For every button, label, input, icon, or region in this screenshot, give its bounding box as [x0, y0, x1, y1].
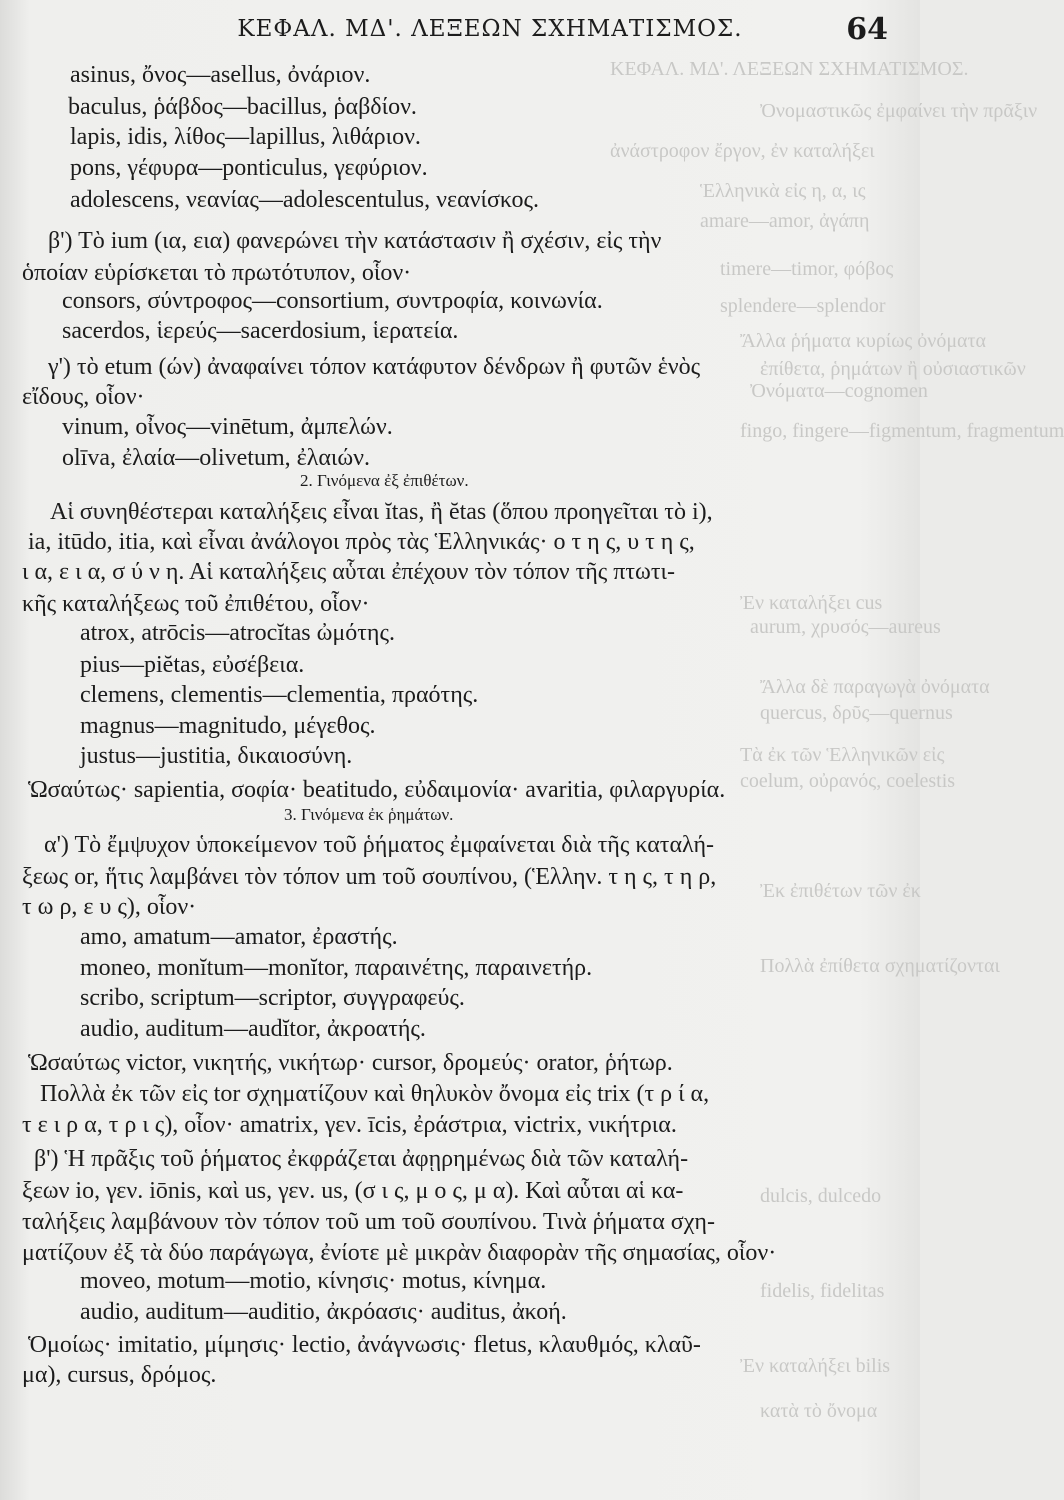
- text-line: ξεως or, ἥτις λαμβάνει τὸν τόπον um τοῦ σουπίνου, (Ἑλλην. τ η ς, τ η ρ,: [22, 864, 717, 890]
- text-line: lapis, idis, λίθος—lapillus, λιθάριον.: [70, 124, 421, 150]
- bleed-line: dulcis, dulcedo: [760, 1185, 882, 1207]
- bleed-line: Τὰ ἐκ τῶν Ἑλληνικῶν εἰς: [740, 744, 945, 766]
- text-line: ὁποίαν εὑρίσκεται τὸ πρωτότυπον, οἷον·: [22, 260, 412, 286]
- text-line: atrox, atrōcis—atrocĭtas ὠμότης.: [80, 620, 395, 646]
- text-line: γ') τὸ etum (ών) ἀναφαίνει τόπον κατάφυτον δένδρων ἢ φυτῶν ἑνὸς: [48, 354, 701, 380]
- text-line: ia, itūdo, itia, καὶ εἶναι ἀνάλογοι πρὸς τὰς Ἑλληνικάς· ο τ η ς, υ τ η ς,: [28, 529, 695, 555]
- text-line: moveo, motum—motio, κίνησις· motus, κίνημα.: [80, 1268, 547, 1294]
- section-heading: 2. Γινόμενα ἐξ ἐπιθέτων.: [300, 471, 469, 490]
- text-line: ι α, ε ι α, σ ύ ν η. Αἱ καταλήξεις αὗται ἐπέχουν τὸν τόπον τῆς πτωτι-: [22, 559, 675, 585]
- text-line: Αἱ συνηθέστεραι καταλήξεις εἶναι ĭtas, ἢ ĕtas (ὅπου προηγεῖται τὸ i),: [50, 499, 713, 525]
- page-number: 64: [846, 12, 888, 47]
- text-line: β') Ἡ πρᾶξις τοῦ ῥήματος ἐκφράζεται ἀφῃρημένως διὰ τῶν καταλή-: [34, 1146, 689, 1172]
- bleed-line: ΚΕΦΑΛ. ΜΔ'. ΛΕΞΕΩΝ ΣΧΗΜΑΤΙΣΜΟΣ.: [610, 58, 969, 80]
- bleed-line: Ἄλλα δὲ παραγωγὰ ὀνόματα: [760, 676, 990, 698]
- bleed-line: Ἑλληνικὰ εἰς η, α, ις: [700, 180, 866, 202]
- text-line: adolescens, νεανίας—adolescentulus, νεανίσκος.: [70, 187, 539, 213]
- text-line: vinum, οἶνος—vinētum, ἀμπελών.: [62, 414, 393, 440]
- running-header: ΚΕΦΑΛ. ΜΔ'. ΛΕΞΕΩΝ ΣΧΗΜΑΤΙΣΜΟΣ.: [237, 16, 743, 42]
- bleed-line: amare—amor, ἀγάπη: [700, 210, 870, 232]
- bleed-line: ἀνάστροφον ἔργον, ἐν καταλήξει: [610, 140, 875, 162]
- bleed-line: Ὀνόματα—cognomen: [750, 380, 928, 402]
- section-heading: 3. Γινόμενα ἐκ ῥημάτων.: [284, 805, 454, 824]
- text-line: pons, γέφυρα—ponticulus, γεφύριον.: [70, 155, 428, 181]
- text-line: scribo, scriptum—scriptor, συγγραφεύς.: [80, 985, 465, 1011]
- text-line: clemens, clementis—clementia, πραότης.: [80, 682, 479, 708]
- text-line: audio, auditum—audĭtor, ἀκροατής.: [80, 1016, 426, 1042]
- text-line: μα), cursus, δρόμος.: [22, 1362, 217, 1388]
- text-line: pius—piĕtas, εὐσέβεια.: [80, 652, 305, 678]
- bleed-line: quercus, δρῦς—quernus: [760, 702, 953, 724]
- text-line: moneo, monĭtum—monĭtor, παραινέτης, παραινετήρ.: [80, 955, 593, 981]
- text-line: Ὡσαύτως victor, νικητής, νικήτωρ· cursor, δρομεύς· orator, ῥήτωρ.: [28, 1050, 673, 1076]
- text-line: justus—justitia, δικαιοσύνη.: [80, 743, 353, 769]
- bleed-line: Ὀνομαστικῶς ἐμφαίνει τὴν πρᾶξιν: [760, 100, 1038, 122]
- text-line: ματίζουν ἐξ τὰ δύο παράγωγα, ἐνίοτε μὲ μικρὰν διαφορὰν τῆς σημασίας, οἷον·: [22, 1240, 777, 1266]
- text-line: amo, amatum—amator, ἐραστής.: [80, 924, 398, 950]
- text-line: sacerdos, ἱερεύς—sacerdosium, ἱερατεία.: [62, 318, 459, 344]
- text-line: consors, σύντροφος—consortium, συντροφία, κοινωνία.: [62, 288, 603, 314]
- text-line: Ὡσαύτως· sapientia, σοφία· beatitudo, εὐδαιμονία· avaritia, φιλαργυρία.: [28, 777, 726, 803]
- bleed-line: Ἐν καταλήξει cus: [740, 592, 883, 614]
- bleed-line: aurum, χρυσός—aureus: [750, 616, 941, 638]
- bleed-line: splendere—splendor: [720, 295, 886, 317]
- text-line: ταλήξεις λαμβάνουν τὸν τόπον τοῦ um τοῦ σουπίνου. Τινὰ ῥήματα σχη-: [22, 1209, 715, 1235]
- text-line: Ὁμοίως· imitatio, μίμησις· lectio, ἀνάγνωσις· fletus, κλαυθμός, κλαῦ-: [28, 1332, 701, 1358]
- text-line: τ ε ι ρ α, τ ρ ι ς), οἷον· amatrix, γεν. īcis, ἐράστρια, victrix, νικήτρια.: [22, 1112, 677, 1138]
- text-line: τ ω ρ, ε υ ς), οἷον·: [22, 894, 197, 920]
- text-line: εἴδους, οἷον·: [22, 384, 145, 410]
- text-line: Πολλὰ ἐκ τῶν εἰς tor σχηματίζουν καὶ θηλυκὸν ὄνομα εἰς trix (τ ρ ί α,: [40, 1081, 710, 1107]
- bleed-line: Ἐν καταλήξει bilis: [740, 1355, 891, 1377]
- bleed-line: fidelis, fidelitas: [760, 1280, 885, 1302]
- bleed-line: Πολλὰ ἐπίθετα σχηματίζονται: [760, 955, 1000, 977]
- text-line: κῆς καταλήξεως τοῦ ἐπιθέτου, οἷον·: [22, 591, 370, 617]
- bleed-line: κατὰ τὸ ὄνομα: [760, 1400, 878, 1422]
- text-line: olīva, ἐλαία—olivetum, ἐλαιών.: [62, 445, 371, 471]
- text-line: asinus, ὄνος—asellus, ὀνάριον.: [70, 62, 371, 88]
- bleed-line: Ἐκ ἐπιθέτων τῶν ἐκ: [760, 880, 921, 902]
- text-line: α') Τὸ ἔμψυχον ὑποκείμενον τοῦ ῥήματος ἐμφαίνεται διὰ τῆς καταλή-: [44, 832, 714, 858]
- bleed-line: ἐπίθετα, ῥημάτων ἢ οὐσιαστικῶν: [760, 358, 1026, 380]
- bleed-line: timere—timor, φόβος: [720, 258, 894, 280]
- text-line: magnus—magnitudo, μέγεθος.: [80, 713, 376, 739]
- bleed-line: fingo, fingere—figmentum, fragmentum: [740, 420, 1064, 442]
- text-line: ξεων io, γεν. iōnis, καὶ us, γεν. us, (σ ι ς, μ ο ς, μ α). Καὶ αὗται αἱ κα-: [22, 1178, 684, 1204]
- text-line: baculus, ῥάβδος—bacillus, ῥαβδίον.: [68, 94, 417, 120]
- text-line: audio, auditum—auditio, ἀκρόασις· auditus, ἀκοή.: [80, 1299, 567, 1325]
- bleed-line: Ἄλλα ῥήματα κυρίως ὀνόματα: [740, 330, 987, 352]
- text-line: β') Τὸ ium (ια, εια) φανερώνει τὴν κατάστασιν ἢ σχέσιν, εἰς τὴν: [48, 228, 662, 254]
- bleed-line: coelum, οὐρανός, coelestis: [740, 770, 956, 792]
